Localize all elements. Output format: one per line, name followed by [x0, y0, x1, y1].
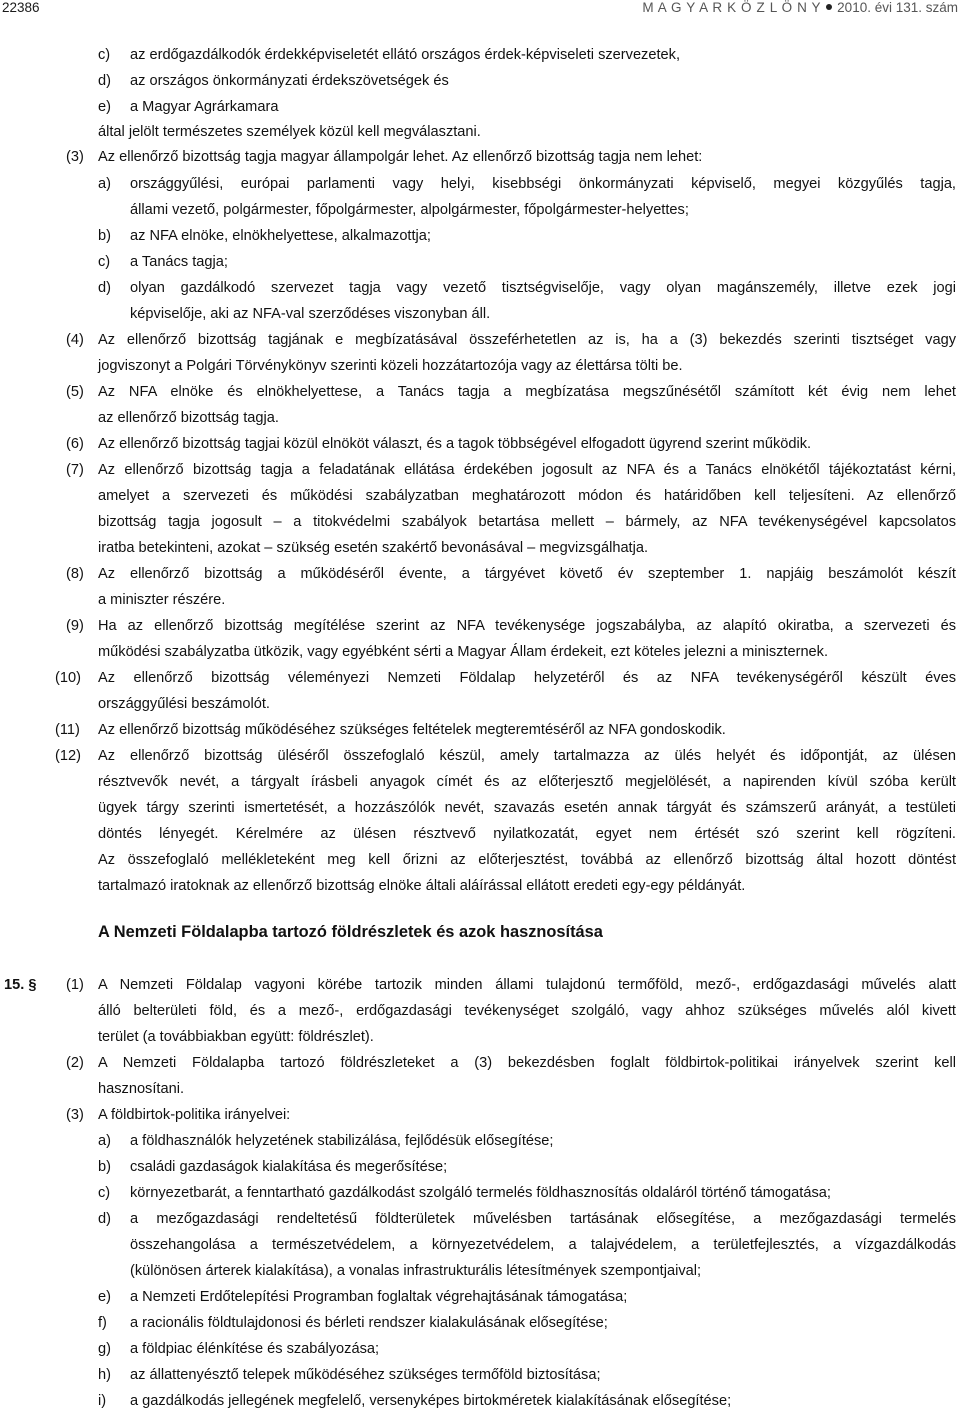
item-marker: b): [98, 228, 111, 244]
text-line: A Nemzeti Földalapba tartozó földrészleteket a (3) bekezdésben foglalt földbirtok-politikai irányelvek szerint kell: [98, 1055, 956, 1071]
item-marker: (3): [66, 1107, 84, 1123]
text-line: a gazdálkodás jellegének megfelelő, versenyképes birtokméretek kialakításának elősegítése;: [130, 1393, 732, 1409]
text-line: családi gazdaságok kialakítása és megerősítése;: [130, 1159, 448, 1175]
text-line: országgyűlési, európai parlamenti vagy helyi, kisebbségi önkormányzati képviselő, megyei közgyűlés tagja,: [130, 176, 956, 192]
text-line: a Nemzeti Erdőtelepítési Programban foglaltak végrehajtásának támogatása;: [130, 1289, 628, 1305]
text-line: a földhasználók helyzetének stabilizálása, fejlődésük elősegítése;: [130, 1133, 554, 1149]
text-line: tartalmazó iratoknak az ellenőrző bizottság elnöke általi aláírással ellátott eredeti egy-egy példányát.: [98, 878, 746, 894]
item-marker: a): [98, 176, 111, 192]
text-line: döntés lényegét. Kérelmére az ülésen résztvevő nyilatkozatát, egyet nem értését szó szerint kell rögzíteni.: [98, 826, 956, 842]
item-marker: (1): [66, 977, 84, 993]
text-line: Az NFA elnöke és elnökhelyettese, a Tanács tagja a megbízatása megszűnésétől számított két évig nem lehet: [98, 384, 956, 400]
item-marker: (9): [66, 618, 84, 634]
item-marker: d): [98, 1211, 111, 1227]
item-marker: g): [98, 1341, 111, 1357]
text-line: Az ellenőrző bizottság tagjai közül elnököt választ, és a tagok többségével elfogadott ügyrend szerint működik.: [98, 436, 812, 452]
text-line: Az ellenőrző bizottság tagja magyar állampolgár lehet. Az ellenőrző bizottság tagja nem lehet:: [98, 149, 703, 165]
item-marker: c): [98, 47, 111, 63]
text-line: jogviszonyt a Polgári Törvénykönyv szerinti közeli hozzátartozója vagy az élettársa tölti be.: [98, 358, 683, 374]
item-marker: e): [98, 1289, 111, 1305]
text-line: hasznosítani.: [98, 1081, 184, 1097]
item-marker: f): [98, 1315, 107, 1331]
item-marker: c): [98, 254, 111, 270]
text-line: amelyet a szervezeti és működési szabályzatban meghatározott módon és határidőben kell teljesíteni. Az ellenőrző: [98, 488, 956, 504]
text-line: az ellenőrző bizottság tagja.: [98, 410, 279, 426]
item-marker: b): [98, 1159, 111, 1175]
text-line: résztvevők nevét, a tárgyalt írásbeli anyagok címét és az előterjesztő megjelölését, a napirenden kívül szóba került: [98, 774, 956, 790]
text-line: Az ellenőrző bizottság véleményezi Nemzeti Földalap helyzetéről és az NFA tevékenységéről készült éves: [98, 670, 956, 686]
text-line: iratba betekinteni, azokat – szükség esetén szakértő bevonásával – megvizsgálhatja.: [98, 540, 649, 556]
text-line: A Nemzeti Földalap vagyoni körébe tartozik minden állami tulajdonú termőföld, mező-, erdőgazdasági művelés alatt: [98, 977, 956, 993]
item-marker: (3): [66, 149, 84, 165]
text-line: olyan gazdálkodó szervezet tagja vagy vezető tisztségviselője, vagy olyan magánszemély, illetve ezek jogi: [130, 280, 956, 296]
item-marker: (11): [55, 722, 80, 738]
text-line: álló belterületi föld, és a mező-, erdőgazdasági tevékenységet szolgáló, vagy ahhoz szükséges művelés alól kivett: [98, 1003, 956, 1019]
text-line: a miniszter részére.: [98, 592, 226, 608]
text-line: működési szabályzatba ütközik, vagy egyébként sérti a Magyar Állam érdekeit, ezt köteles jelezni a miniszternek.: [98, 644, 829, 660]
journal-name: M A G Y A R K Ö Z L Ö N Y: [642, 0, 822, 15]
item-marker: d): [98, 280, 111, 296]
item-marker: d): [98, 73, 111, 89]
text-line: a földpiac élénkítése és szabályozása;: [130, 1341, 380, 1357]
bullet-icon: [826, 4, 832, 10]
text-line: Az ellenőrző bizottság tagja a feladatának ellátása érdekében jogosult az NFA és a Tanács elnökétől tájékoztatást kérni,: [98, 462, 956, 478]
item-marker: (12): [55, 748, 81, 764]
page-header: [0, 0, 960, 20]
item-marker: i): [98, 1393, 107, 1409]
issue-label: 2010. évi 131. szám: [837, 0, 958, 15]
text-line: összehangolása a természetvédelem, a környezetvédelem, a talajvédelem, a területfejlesztés, a vízgazdálkodás: [130, 1237, 956, 1253]
page-number: 22386: [2, 0, 40, 15]
item-marker: a): [98, 1133, 111, 1149]
item-marker: (2): [66, 1055, 84, 1071]
text-line: az állattenyésztő telepek működéséhez szükséges termőföld biztosítása;: [130, 1367, 601, 1383]
text-line: az erdőgazdálkodók érdekképviseletét ellátó országos érdek-képviseleti szervezetek,: [130, 47, 680, 63]
journal-title: [642, 0, 958, 15]
text-line: Az összefoglaló mellékleteként meg kell őrizni az előterjesztést, továbbá az ellenőrző bizottság által hozott döntést: [98, 852, 956, 868]
item-marker: (7): [66, 462, 84, 478]
item-marker: c): [98, 1185, 111, 1201]
text-line: A földbirtok-politika irányelvei:: [98, 1107, 291, 1123]
text-line: környezetbarát, a fenntartható gazdálkodást szolgáló termelés földhasznosítás oldaláról történő támogatása;: [130, 1185, 831, 1201]
item-marker: (8): [66, 566, 84, 582]
item-marker: e): [98, 99, 111, 115]
item-marker: (5): [66, 384, 84, 400]
text-line: a mezőgazdasági rendeltetésű földterületek művelésben tartásának elősegítése, a mezőgazdasági termelés: [130, 1211, 956, 1227]
text-line: Az ellenőrző bizottság tagjának e megbízatásával összeférhetetlen az is, ha a (3) bekezdés szerinti tisztséget vagy: [98, 332, 956, 348]
text-line: a Tanács tagja;: [130, 254, 228, 270]
text-line: képviselője, aki az NFA-val szerződéses viszonyban áll.: [130, 306, 491, 322]
text-line: állami vezető, polgármester, főpolgármester, alpolgármester, főpolgármester-helyettes;: [130, 202, 689, 218]
text-line: a Magyar Agrárkamara: [130, 99, 279, 115]
text-line: bizottság tagja jogosult – a titokvédelmi szabályok betartása mellett – bármely, az NFA tevékenységével kapcsolatos: [98, 514, 956, 530]
item-marker: (4): [66, 332, 84, 348]
section-number: 15. §: [4, 977, 37, 993]
text-line: Az ellenőrző bizottság a működéséről évente, a tárgyévet követő év szeptember 1. napjáig beszámolót készít: [98, 566, 956, 582]
text-line: Az ellenőrző bizottság üléséről összefoglaló készül, amely tartalmazza az ülés helyét és időpontját, az ülésen: [98, 748, 956, 764]
text-line: Az ellenőrző bizottság működéséhez szükséges feltételek megteremtéséről az NFA gondoskodik.: [98, 722, 726, 738]
text-line: Ha az ellenőrző bizottság megítélése szerint az NFA tevékenysége jogszabályba, az alapító okiratba, a szervezeti és: [98, 618, 956, 634]
item-marker: (6): [66, 436, 84, 452]
text-line: ügyek tárgy szerinti ismertetését, a hozzászólók nevét, szavazás esetén annak tárgyát és számszerű arányát, a testületi: [98, 800, 956, 816]
text-line: a racionális földtulajdonosi és bérleti rendszer kialakulásának elősegítése;: [130, 1315, 608, 1331]
text-line: az NFA elnöke, elnökhelyettese, alkalmazottja;: [130, 228, 431, 244]
text-line: terület (a továbbiakban együtt: földrészlet).: [98, 1029, 374, 1045]
text-line: országgyűlési beszámolót.: [98, 696, 270, 712]
section-heading: A Nemzeti Földalapba tartozó földrészletek és azok hasznosítása: [98, 923, 603, 941]
item-marker: (10): [55, 670, 81, 686]
text-line: által jelölt természetes személyek közül kell megválasztani.: [98, 124, 481, 140]
text-line: az országos önkormányzati érdekszövetségek és: [130, 73, 449, 89]
item-marker: h): [98, 1367, 111, 1383]
text-line: (különösen árterek kialakítása), a vonalas infrastrukturális létesítmények szempontjaival;: [130, 1263, 702, 1279]
